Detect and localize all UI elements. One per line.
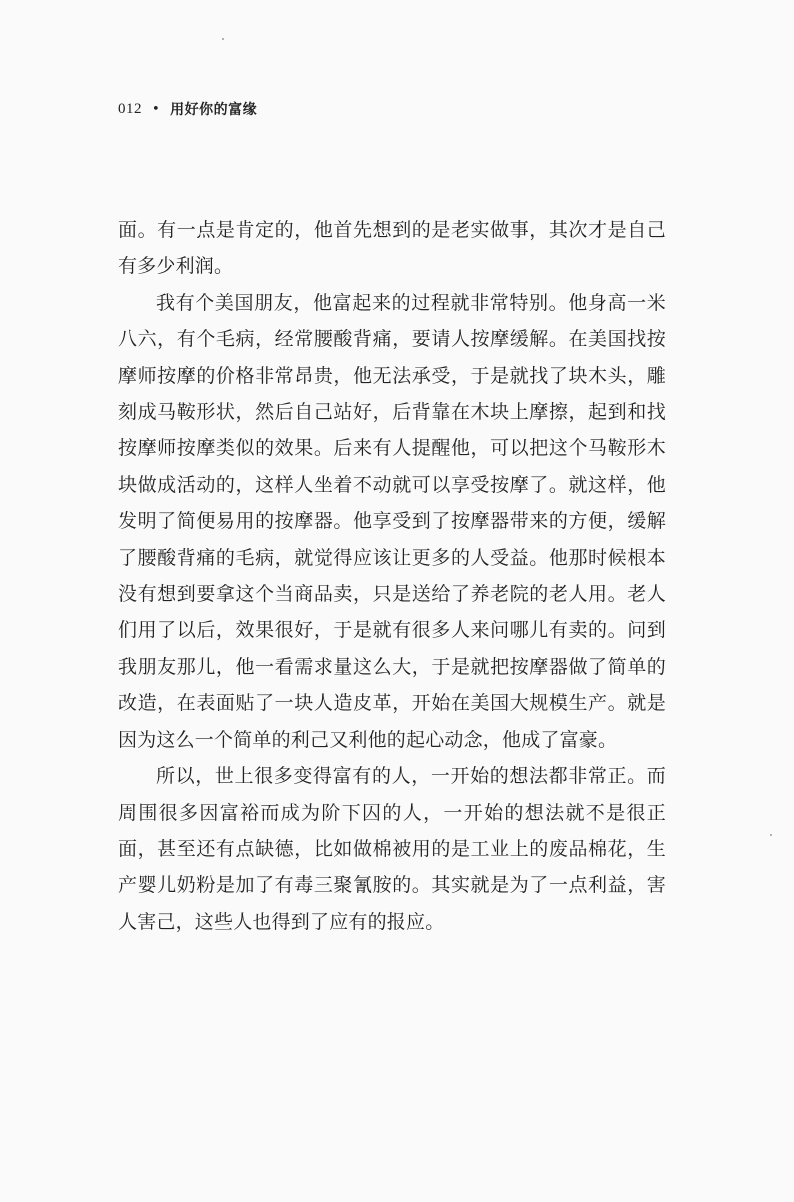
- book-title: 用好你的富缘: [170, 102, 258, 118]
- paragraph-friend-story: 我有个美国朋友，他富起来的过程就非常特别。他身高一米八六，有个毛病，经常腰酸背痛，要请人按摩缓解。在美国找按摩师按摩的价格非常昂贵，他无法承受，于是就找了块木头，雕刻成马鞍形状，然后自己站好，后背靠在木块上摩擦，起到和找按摩师按摩类似的效果。后来有人提醒他，可以把这个马鞍形木块做成活动的，这样人坐着不动就可以享受按摩了。就这样，他发明了简便易用的按摩器。他享受到了按摩器带来的方便，缓解了腰酸背痛的毛病，就觉得应该让更多的人受益。他那时候根本没有想到要拿这个当商品卖，只是送给了养老院的老人用。老人们用了以后，效果很好，于是就有很多人来问哪儿有卖的。问到我朋友那儿，他一看需求量这么大，于是就把按摩器做了简单的改造，在表面贴了一块人造皮革，开始在美国大规模生产。就是因为这么一个简单的利己又利他的起心动念，他成了富豪。: [118, 291, 666, 751]
- header-bullet: •: [152, 101, 161, 117]
- scan-speck: [222, 38, 224, 40]
- paragraph-conclusion: 所以，世上很多变得富有的人，一开始的想法都非常正。而周围很多因富裕而成为阶下囚的人，一开始的想法就不是很正面，甚至还有点缺德，比如做棉被用的是工业上的废品棉花，生产婴儿奶粉是加了有毒三聚氰胺的。其实就是为了一点利益，害人害己，这些人也得到了应有的报应。: [118, 765, 666, 933]
- scan-speck: [770, 834, 772, 836]
- page-number: 012: [118, 100, 142, 117]
- paragraph-continued: 面。有一点是肯定的，他首先想到的是老实做事，其次才是自己有多少利润。: [118, 219, 666, 278]
- body-text: [118, 212, 666, 940]
- running-header: [118, 99, 257, 119]
